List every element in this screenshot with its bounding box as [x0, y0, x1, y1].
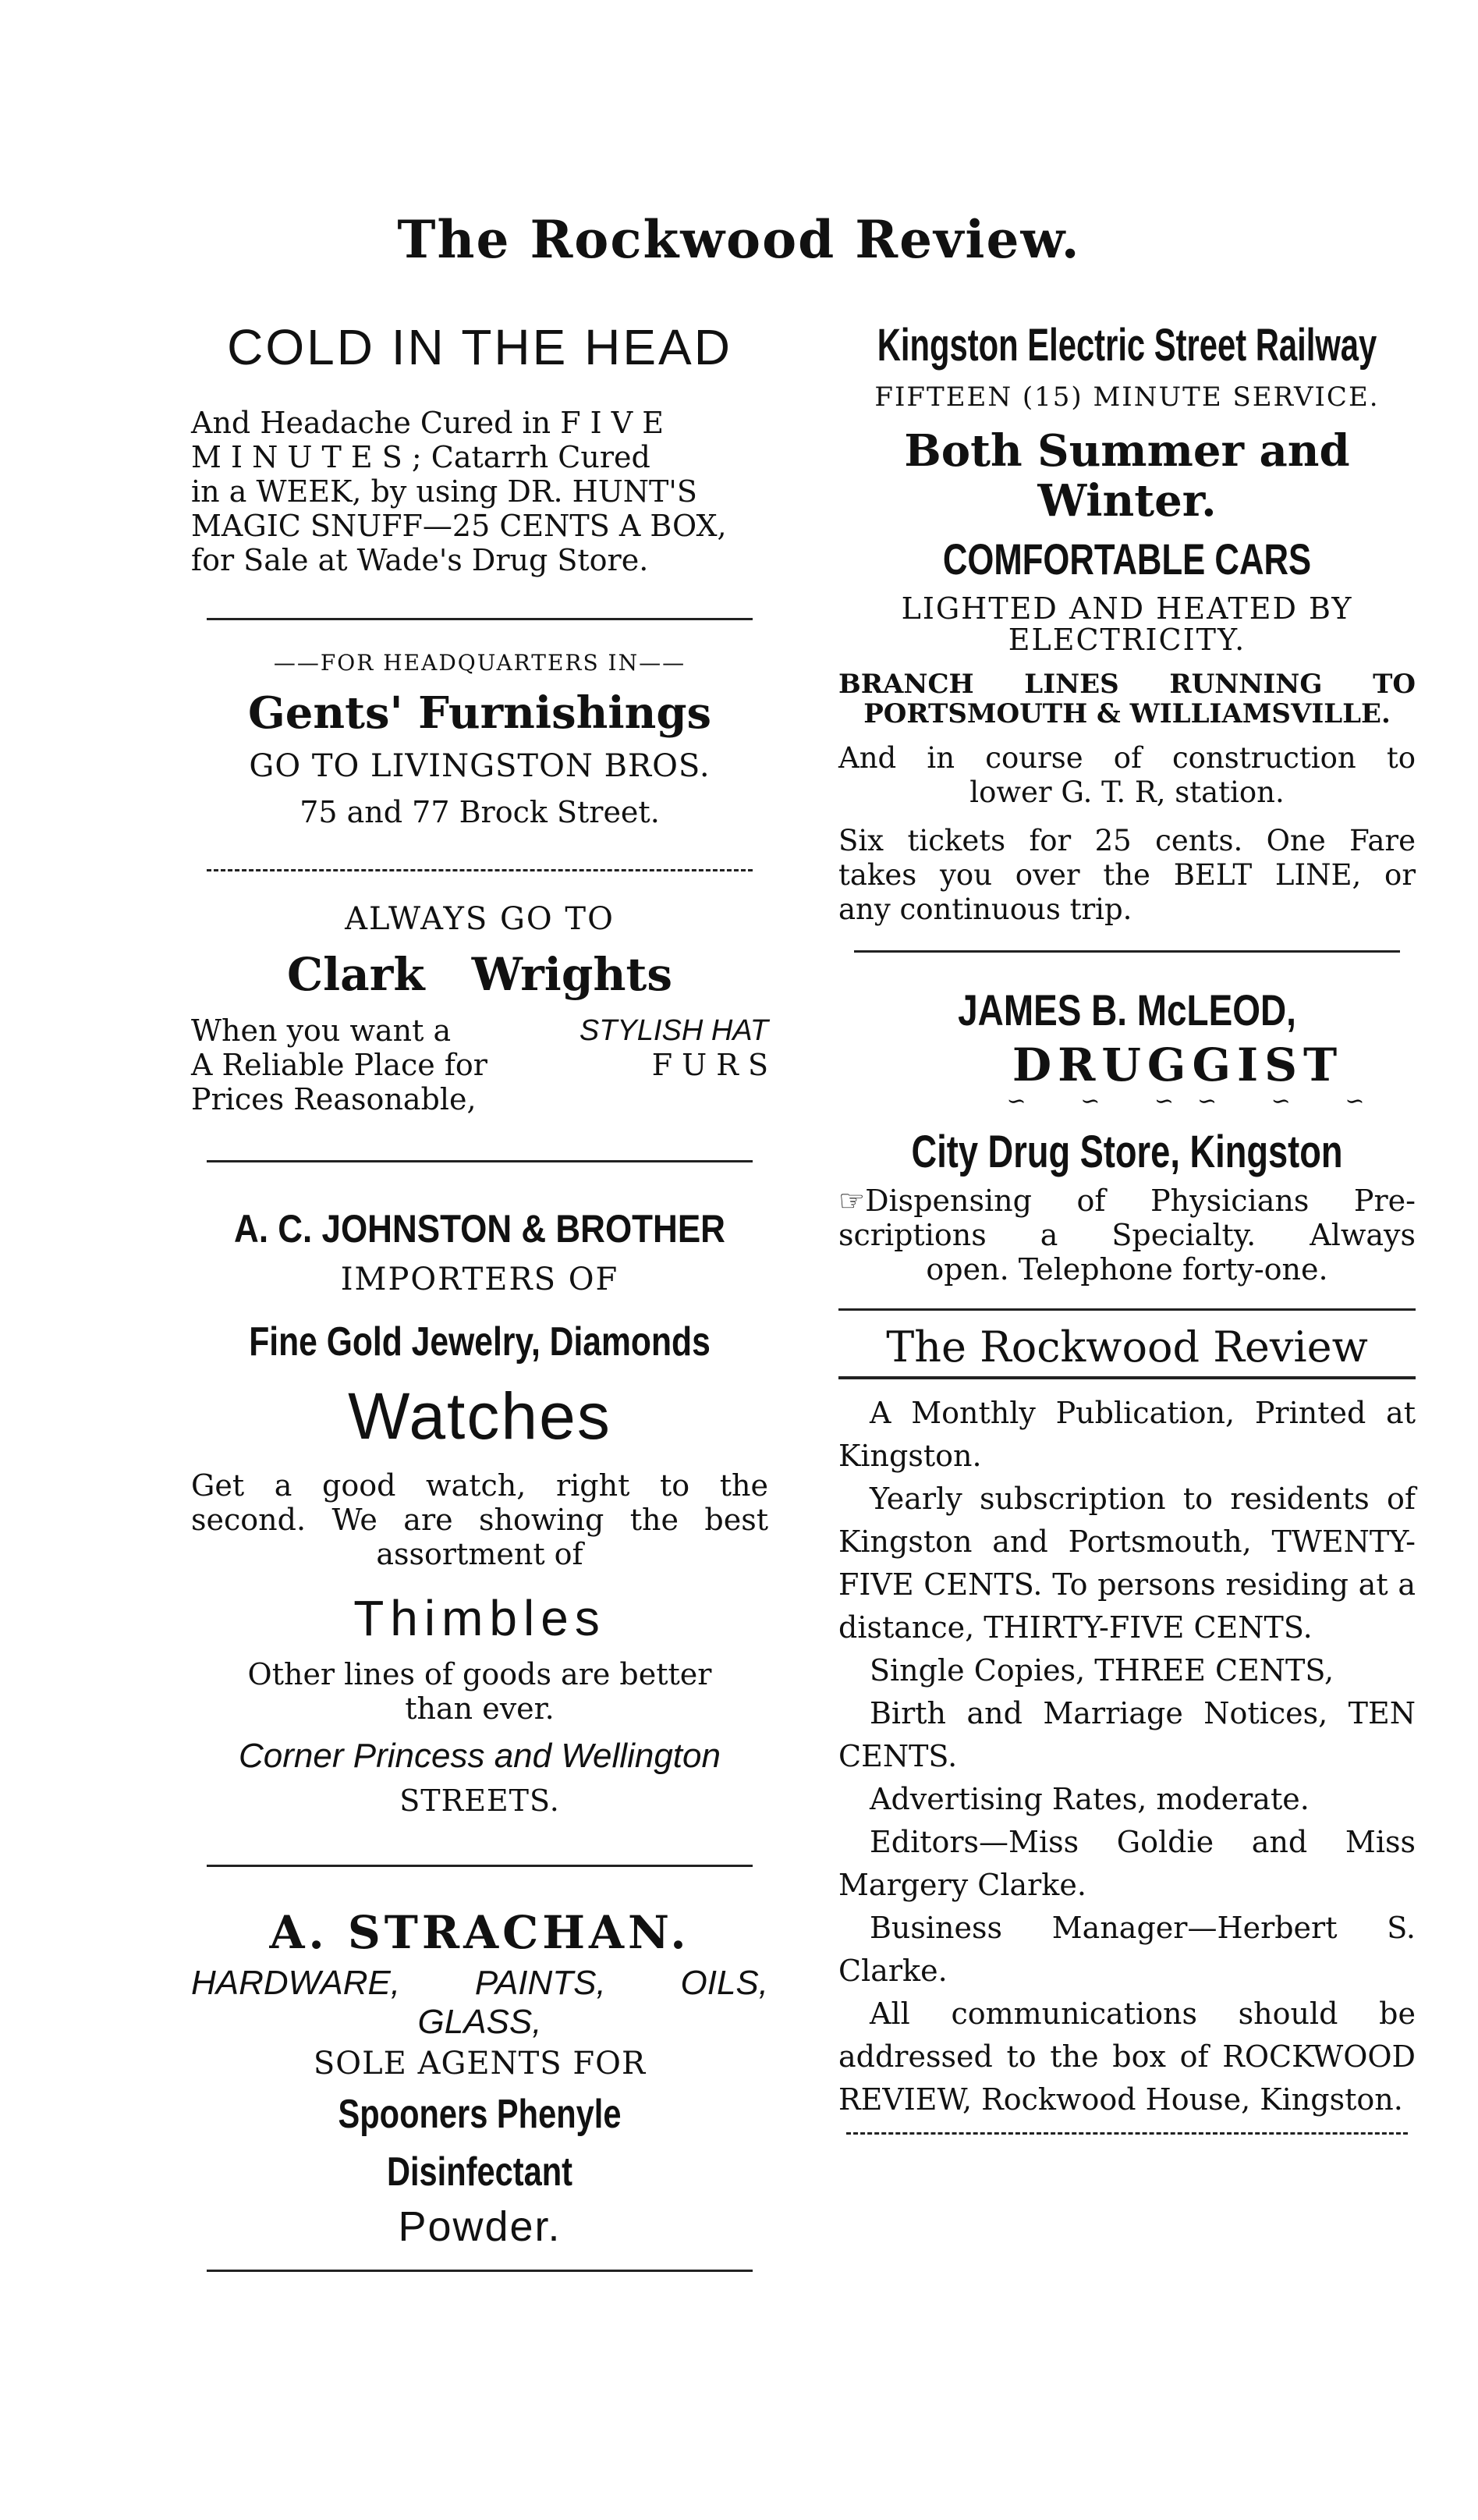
mcleod-druggist: DRUGGIST [1012, 1038, 1344, 1091]
clark-furs: F U R S [651, 1048, 768, 1082]
ad-strachan [191, 1901, 768, 2252]
divider [207, 618, 753, 620]
cold-line-2: M I N U T E S ; Catarrh Cured [191, 440, 650, 474]
johnston-thimbles: Thimbles [353, 1590, 606, 1646]
strachan-line-4: Spooners Phenyle Disinfectant [338, 2092, 622, 2195]
strachan-line-5: Powder. [398, 2203, 562, 2250]
cold-line-5: for Sale at Wade's Drug Store. [191, 543, 649, 577]
railway-branch-2: PORTSMOUTH & WILLIAMSVILLE. [863, 698, 1391, 729]
divider [854, 950, 1400, 953]
railway-title: Kingston Electric Street Railway [877, 320, 1377, 371]
gents-line: GO TO LIVINGSTON BROS. [249, 748, 711, 784]
review-para-2: Yearly subscription to residents of Kingston and Portsmouth, TWENTY-FIVE CENTS. To persons residing at a distance, THIRTY-FIVE CENTS. [838, 1482, 1416, 1645]
johnston-body [191, 1468, 768, 1571]
ornament: ∽ ∽ ∽∽ ∽ ∽ [1006, 1088, 1388, 1115]
johnston-line-1: Get a good watch, right to the [191, 1468, 768, 1503]
mcleod-line-1: ☞Dispensing of Physicians Pre- [838, 1184, 1416, 1218]
divider [838, 1376, 1416, 1379]
railway-tickets-3: any continuous trip. [838, 893, 1132, 926]
divider [838, 1308, 1416, 1311]
johnston-line-3: assortment of [376, 1537, 583, 1571]
divider [207, 1865, 753, 1867]
divider [207, 869, 753, 871]
review-para-7: Business Manager—Herbert S. Clarke. [838, 1911, 1416, 1988]
ad-mcleod [838, 981, 1416, 1287]
clark-title: Clark Wrights [286, 948, 672, 1001]
clark-line-1a: When you want a [191, 1013, 452, 1048]
railway-construct-2: lower G. T. R, station. [969, 776, 1285, 809]
mcleod-line-2: scriptions a Specialty. Always [838, 1218, 1416, 1252]
clark-pre: ALWAYS GO TO [345, 901, 615, 937]
gents-title: Gents' Furnishings [247, 687, 712, 739]
cold-line-4: MAGIC SNUFF—25 CENTS A BOX, [191, 509, 727, 543]
railway-construct-1: And in course of construction to [838, 741, 1416, 775]
strachan-line-1: HARDWARE, PAINTS, OILS, [191, 1964, 768, 2002]
mcleod-store: City Drug Store, Kingston [911, 1127, 1343, 1177]
ad-clark-wrights [191, 901, 768, 1116]
review-para-3: Single Copies, THREE CENTS, [870, 1653, 1334, 1688]
strachan-line-3: SOLE AGENTS FOR [313, 2046, 647, 2082]
cold-body [191, 406, 768, 577]
cold-title: COLD IN THE HEAD [227, 319, 732, 375]
clark-line-1 [191, 1013, 768, 1048]
review-para-6: Editors—Miss Goldie and Miss Margery Clarke. [838, 1825, 1416, 1902]
railway-tickets-2: takes you over the BELT LINE, or [838, 858, 1416, 892]
review-para-1: A Monthly Publication, Printed at Kingston. [838, 1396, 1416, 1473]
ad-gents-furnishings [191, 650, 768, 836]
left-column [191, 312, 768, 2272]
review-para-5: Advertising Rates, moderate. [870, 1782, 1310, 1816]
ad-railway [838, 312, 1416, 927]
railway-sub: FIFTEEN (15) MINUTE SERVICE. [874, 382, 1380, 413]
divider [207, 2270, 753, 2272]
review-body [838, 1392, 1416, 2121]
strachan-line-2: GLASS, [417, 2003, 542, 2041]
johnston-line: Fine Gold Jewelry, Diamonds [249, 1319, 711, 1365]
clark-line-2a: A Reliable Place for [191, 1048, 487, 1082]
clark-stylish-hat: STYLISH HAT [579, 1014, 768, 1047]
review-title: The Rockwood Review [886, 1322, 1368, 1372]
johnston-body-2 [191, 1657, 768, 1726]
johnston-watches: Watches [348, 1379, 611, 1453]
johnston-streets: STREETS. [399, 1784, 560, 1818]
review-para-8: All communications should be addressed to the box of ROCKWOOD REVIEW, Rockwood House, Kingston. [838, 1996, 1416, 2117]
strachan-title: A. STRACHAN. [269, 1906, 690, 1959]
johnston-line-5: than ever. [405, 1691, 555, 1726]
railway-line-2: Winter. [1037, 475, 1217, 527]
johnston-sub: IMPORTERS OF [340, 1262, 619, 1297]
railway-lit-1: LIGHTED AND HEATED BY [901, 591, 1353, 626]
johnston-line-4: Other lines of goods are better [247, 1657, 712, 1691]
masthead-title: The Rockwood Review. [397, 209, 1081, 270]
cold-line-1: And Headache Cured in F I V E [191, 406, 665, 440]
mcleod-line-3: open. Telephone forty-one. [926, 1252, 1328, 1287]
railway-tickets-1: Six tickets for 25 cents. One Fare [838, 824, 1416, 857]
railway-line-1: Both Summer and [904, 425, 1350, 477]
cold-line-3: in a WEEK, by using DR. HUNT'S [191, 474, 697, 509]
gents-address: 75 and 77 Brock Street. [299, 795, 660, 829]
ad-johnston [191, 1201, 768, 1821]
clark-body [191, 1013, 768, 1116]
review-para-4: Birth and Marriage Notices, TEN CENTS. [838, 1696, 1416, 1773]
divider [207, 1160, 753, 1162]
railway-branch-1: BRANCH LINES RUNNING TO [838, 669, 1416, 700]
railway-lit-2: ELECTRICITY. [1008, 623, 1246, 657]
mcleod-name: JAMES B. McLEOD, [958, 985, 1296, 1035]
review-notice [838, 1319, 1416, 2121]
railway-cars: COMFORTABLE CARS [942, 534, 1312, 584]
clark-line-2 [191, 1048, 768, 1082]
johnston-line-2: second. We are showing the best [191, 1503, 768, 1537]
clark-line-3: Prices Reasonable, [191, 1082, 477, 1116]
ad-cold-in-head [191, 312, 768, 577]
divider [846, 2132, 1408, 2135]
johnston-corner: Corner Princess and Wellington [239, 1737, 721, 1775]
right-column [838, 312, 1416, 2135]
gents-pre: ——FOR HEADQUARTERS IN—— [273, 650, 686, 676]
johnston-title: A. C. JOHNSTON & BROTHER [234, 1207, 725, 1251]
